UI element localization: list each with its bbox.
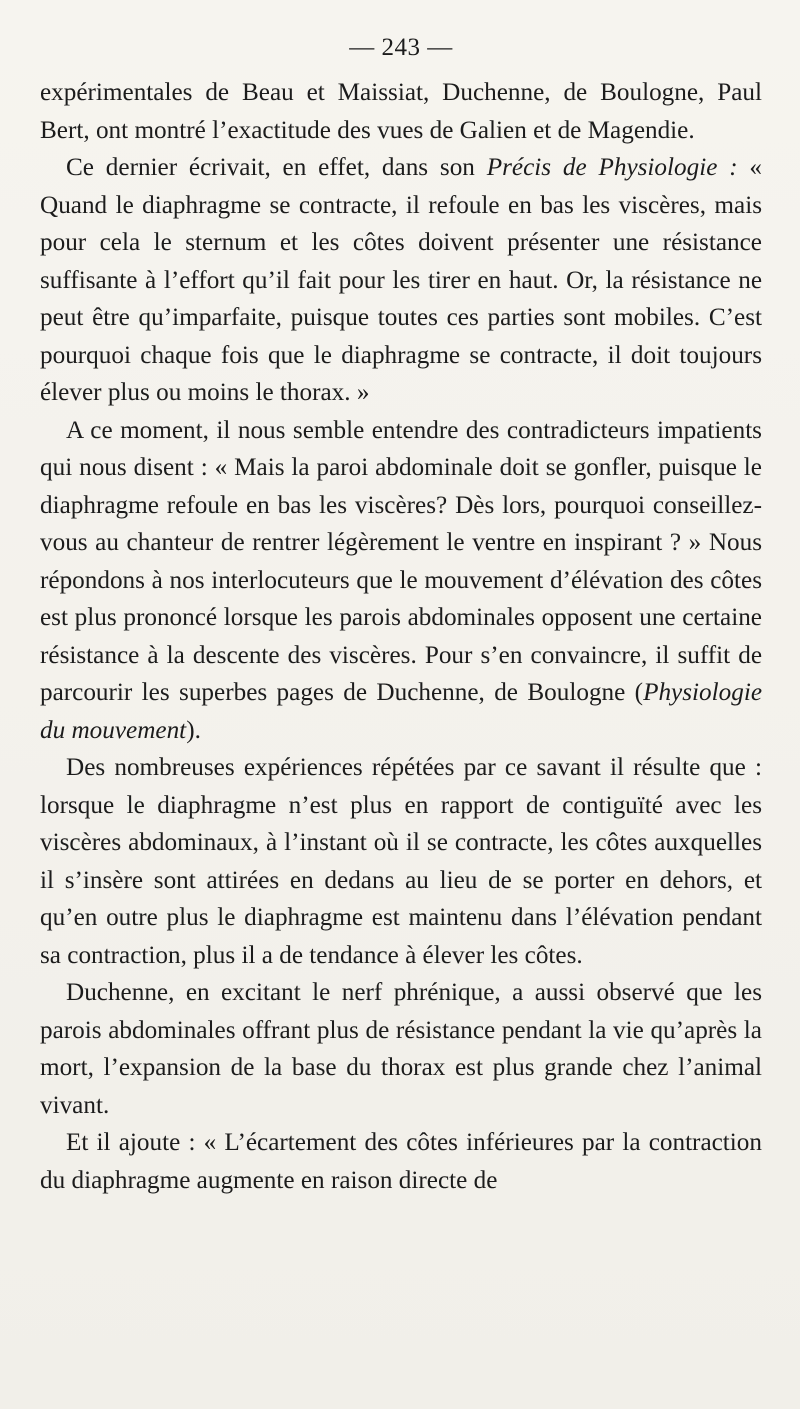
paragraph-1 <box>40 74 762 149</box>
paragraph-6-text: Et il ajoute : « L’écartement des côtes inférieures par la contraction du diaphragme augmente en raison directe de <box>40 1129 762 1194</box>
paragraph-3-italic-title: Physiologie du mouvement <box>40 679 762 744</box>
paragraph-3-text-1: A ce moment, il nous semble entendre des contradicteurs impatients qui nous disent : « Mais la paroi abdominale doit se gonfler, puisque le diaphragme refoule en bas les viscères? Dès lors, pourquoi conseillez-vous au chanteur de rentrer légèrement le ventre en inspirant ? » Nous répondons à nos interlocuteurs que le mouvement d’élévation des côtes est plus prononcé lorsque les parois abdominales opposent une certaine résistance à la descente des viscères. Pour s’en convaincre, il suffit de parcourir les superbes pages de Duchenne, de Boulogne ( <box>40 416 762 706</box>
paragraph-2 <box>40 149 762 412</box>
paragraph-2-text-1: Ce dernier écrivait, en effet, dans son <box>66 154 487 181</box>
paragraph-5 <box>40 974 762 1124</box>
paragraph-3 <box>40 412 762 750</box>
paragraph-2-italic-title: Précis de Physiologie : <box>486 154 738 181</box>
paragraph-5-text: Duchenne, en excitant le nerf phrénique, a aussi observé que les parois abdominales offrant plus de résistance pendant la vie qu’après la mort, l’expansion de la base du thorax est plus grande chez l’animal vivant. <box>40 979 762 1119</box>
paragraph-6 <box>40 1124 762 1199</box>
paragraph-1-text: expérimentales de Beau et Maissiat, Duchenne, de Boulogne, Paul Bert, ont montré l’exactitude des vues de Galien et de Magendie. <box>40 79 762 144</box>
page-body <box>40 74 762 1199</box>
page-number: — 243 — <box>349 34 453 61</box>
paragraph-2-text-2: « Quand le diaphragme se contracte, il refoule en bas les viscères, mais pour cela le sternum et les côtes doivent présenter une résistance suffisante à l’effort qu’il fait pour les tirer en haut. Or, la résistance ne peut être qu’imparfaite, puisque toutes ces parties sont mobiles. C’est pourquoi chaque fois que le diaphragme se contracte, il doit toujours élever plus ou moins le thorax. » <box>40 154 763 406</box>
paragraph-3-text-2: ). <box>186 716 201 744</box>
paragraph-4 <box>40 749 762 974</box>
paragraph-4-text: Des nombreuses expériences répétées par ce savant il résulte que : lorsque le diaphragme n’est plus en rapport de contiguïté avec les viscères abdominaux, à l’instant où il se contracte, les côtes auxquelles il s’insère sont attirées en dedans au lieu de se porter en dehors, et qu’en outre plus le diaphragme est maintenu dans l’élévation pendant sa contraction, plus il a de tendance à élever les côtes. <box>40 754 762 969</box>
